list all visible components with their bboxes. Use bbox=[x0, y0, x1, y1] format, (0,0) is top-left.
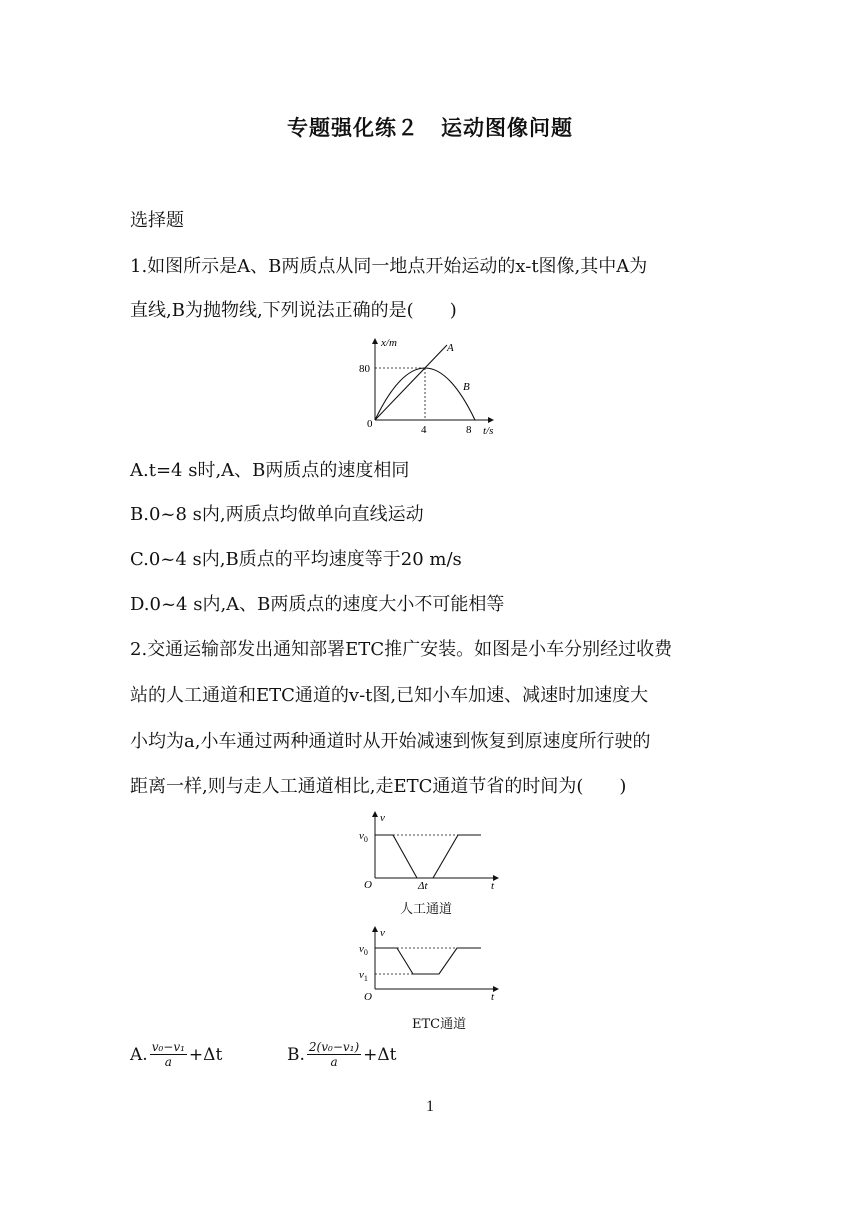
origin-label: 0 bbox=[367, 418, 373, 430]
curve-label-A: A bbox=[447, 342, 454, 354]
y-axis-label: v bbox=[380, 927, 385, 939]
page-number: 1 bbox=[426, 1098, 434, 1115]
option-B-fraction bbox=[307, 1040, 361, 1069]
q2-option-B bbox=[287, 1040, 397, 1069]
x-axis-label: t/s bbox=[483, 425, 494, 437]
x-axis-label: t bbox=[491, 991, 495, 1003]
y-axis-label: v bbox=[380, 812, 385, 824]
option-A-fraction bbox=[150, 1040, 187, 1069]
velocity-curve bbox=[375, 948, 481, 974]
y-axis-label: x/m bbox=[381, 337, 397, 349]
q1-option-D: D.0~4 s内,A、B两质点的速度大小不可能相等 bbox=[130, 594, 505, 615]
option-A-numerator: v₀−v₁ bbox=[151, 1040, 185, 1054]
option-B-numerator: 2(v₀−v₁) bbox=[308, 1040, 360, 1054]
curve-label-B: B bbox=[463, 381, 470, 393]
v0-label: $v_0$ bbox=[359, 943, 368, 957]
q2-vt-graph-etc bbox=[355, 923, 510, 1008]
origin-label: O bbox=[364, 879, 372, 891]
q1-option-C: C.0~4 s内,B质点的平均速度等于20 m/s bbox=[130, 549, 462, 570]
q2-stem-line4: 距离一样,则与走人工通道相比,走ETC通道节省的时间为( ) bbox=[130, 776, 627, 797]
q2-option-A bbox=[130, 1040, 222, 1069]
v1-label: $v_1$ bbox=[359, 969, 368, 983]
origin-label: O bbox=[364, 991, 372, 1003]
option-B-tail: +Δt bbox=[363, 1044, 397, 1065]
tick-8: 8 bbox=[466, 424, 472, 436]
q1-option-A: A.t=4 s时,A、B两质点的速度相同 bbox=[130, 460, 410, 481]
section-heading: 选择题 bbox=[130, 210, 184, 231]
caption-etc-lane: ETC通道 bbox=[412, 1017, 467, 1032]
option-A-tail: +Δt bbox=[188, 1044, 223, 1065]
option-A-label: A. bbox=[130, 1044, 148, 1065]
option-A-denominator: a bbox=[164, 1055, 172, 1069]
tick-80: 80 bbox=[359, 363, 370, 375]
q2-stem-line3: 小均为a,小车通过两种通道时从开始减速到恢复到原速度所行驶的 bbox=[130, 731, 651, 752]
q1-option-B: B.0~8 s内,两质点均做单向直线运动 bbox=[130, 504, 424, 525]
v0-label: $v_0$ bbox=[359, 830, 368, 844]
caption-manual-lane: 人工通道 bbox=[400, 902, 453, 917]
x-axis-label: t bbox=[491, 880, 495, 892]
delta-t-label: Δt bbox=[418, 880, 428, 892]
page-title: 专题强化练２ 运动图像问题 bbox=[287, 116, 573, 140]
q2-stem-line1: 2.交通运输部发出通知部署ETC推广安装。如图是小车分别经过收费 bbox=[130, 639, 673, 660]
q2-vt-graph-manual bbox=[355, 808, 510, 893]
option-B-label: B. bbox=[287, 1044, 305, 1065]
q1-stem-line2: 直线,B为抛物线,下列说法正确的是( ) bbox=[130, 300, 457, 321]
line-A bbox=[375, 345, 447, 420]
q1-xt-graph bbox=[355, 335, 515, 440]
q1-stem-line1: 1.如图所示是A、B两质点从同一地点开始运动的x-t图像,其中A为 bbox=[130, 256, 648, 277]
tick-4: 4 bbox=[421, 424, 427, 436]
q2-stem-line2: 站的人工通道和ETC通道的v-t图,已知小车加速、减速时加速度大 bbox=[130, 685, 649, 706]
velocity-curve bbox=[375, 835, 481, 878]
option-B-denominator: a bbox=[330, 1055, 338, 1069]
